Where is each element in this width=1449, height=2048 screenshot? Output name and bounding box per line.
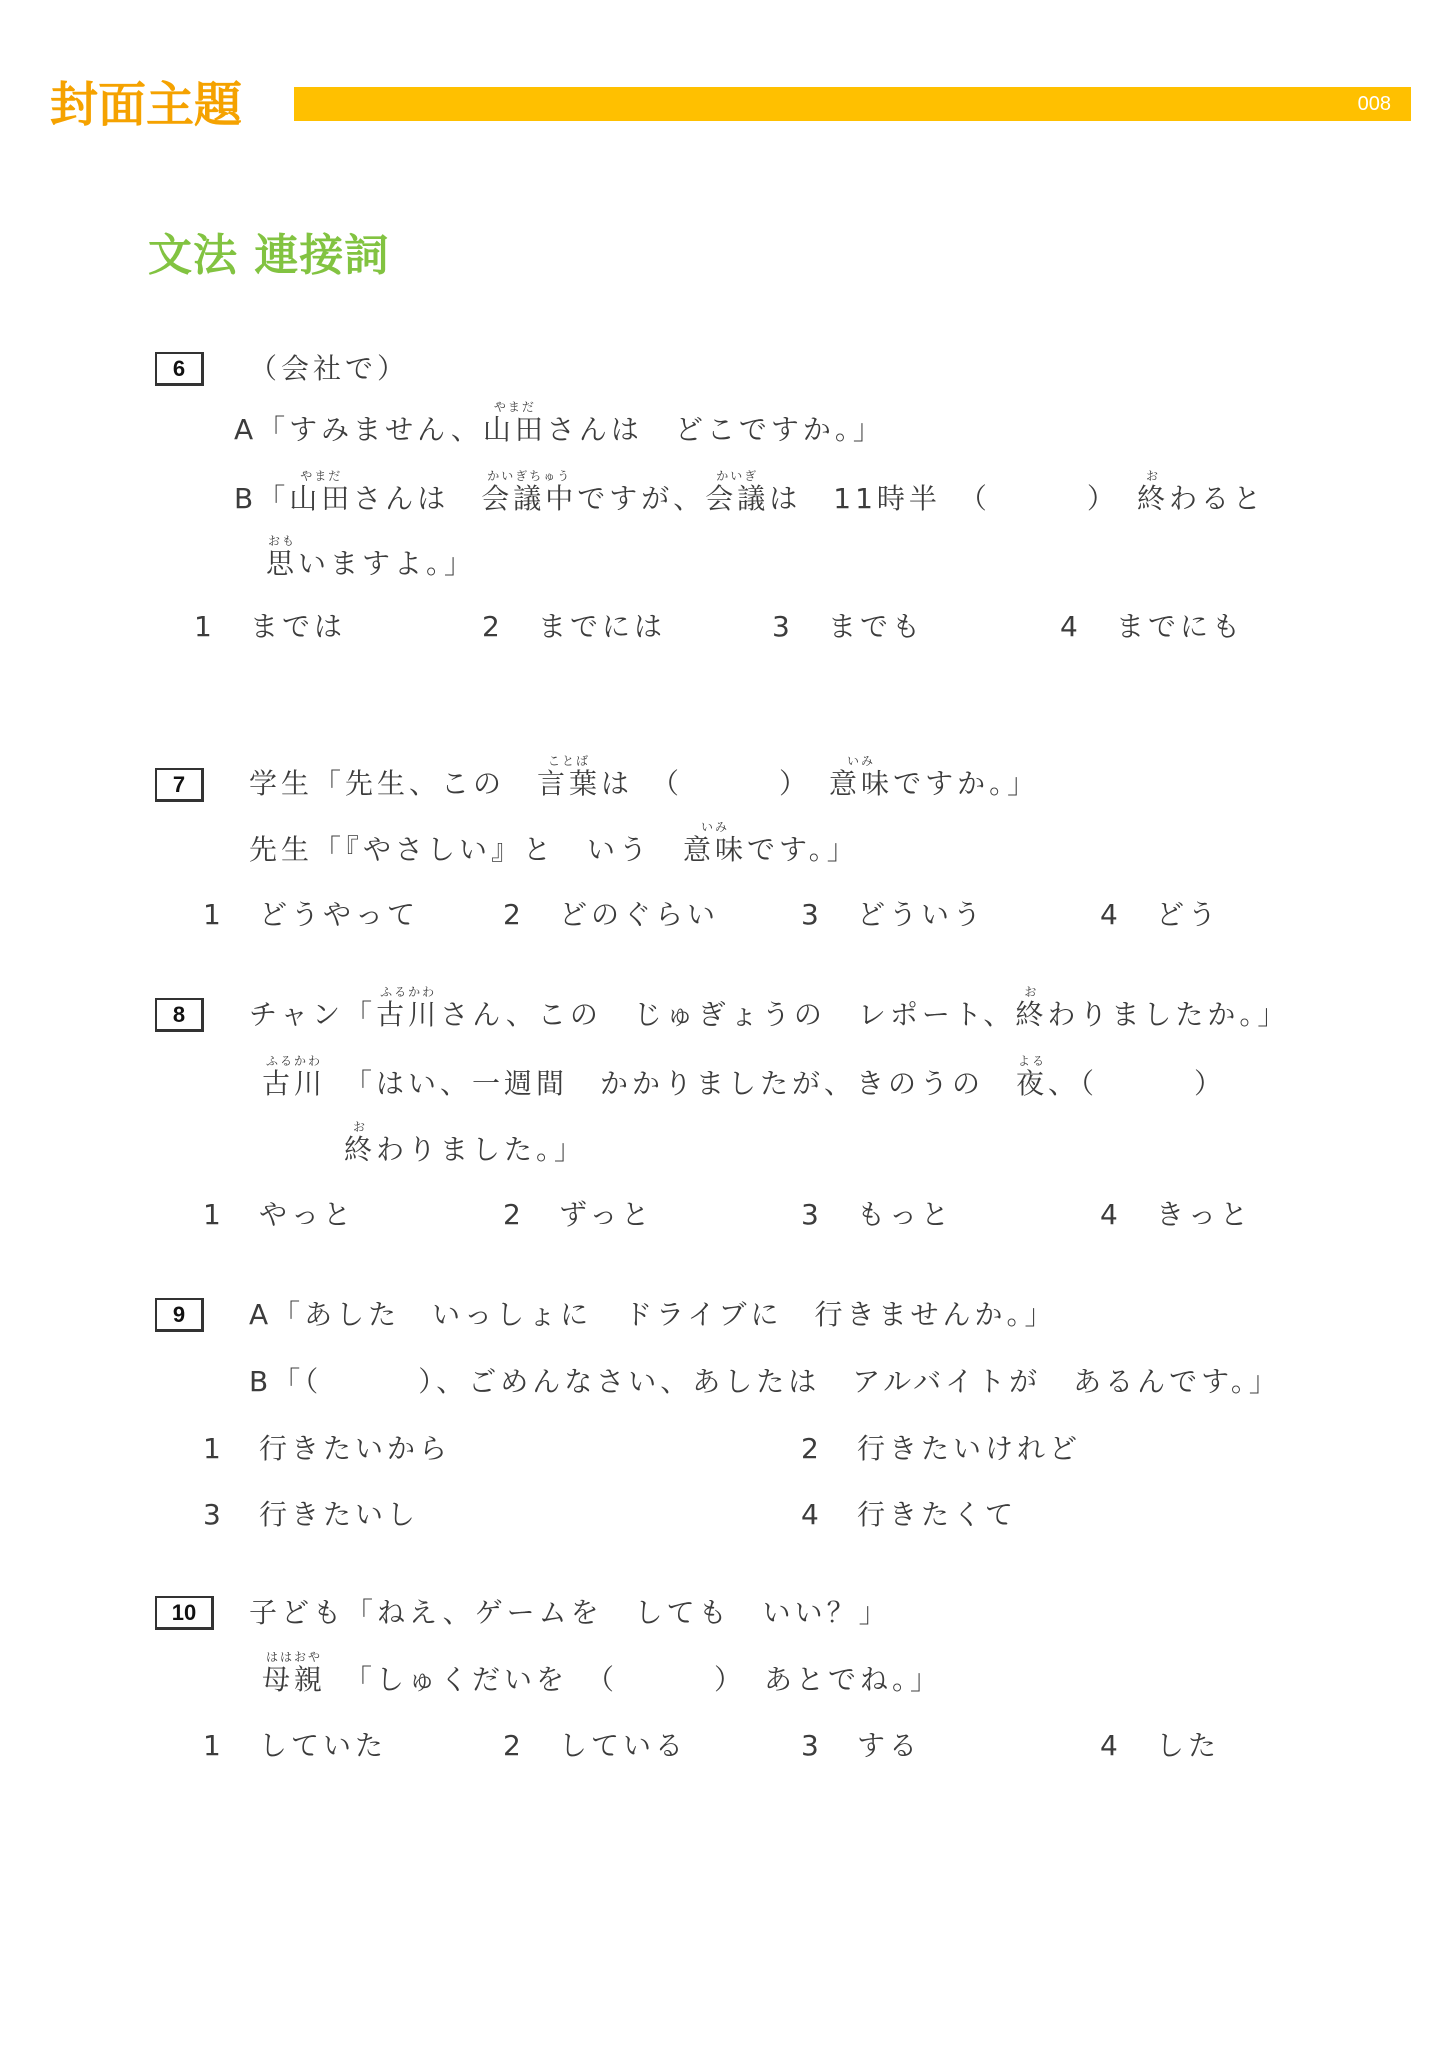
line-text: わりました。」: [376, 1133, 587, 1166]
dialogue-line: [344, 1120, 587, 1166]
option-text: 行きたいから: [259, 1432, 452, 1465]
ruby-base: 古川: [376, 998, 441, 1031]
furigana: ことば: [548, 754, 591, 768]
answer-option: [203, 1199, 355, 1231]
section-title: 文法 連接詞: [148, 230, 390, 281]
ruby-base: 意味: [683, 833, 748, 866]
option-text: までには: [538, 610, 667, 643]
ruby-base: 夜: [1016, 1067, 1049, 1100]
ruby-word: [262, 1054, 327, 1100]
option-number: 3: [203, 1498, 221, 1531]
option-number: 3: [801, 898, 819, 931]
dialogue-line: [262, 1054, 1227, 1100]
dialogue-line: [249, 754, 1040, 800]
line-text: （会社で）: [249, 352, 410, 385]
dialogue-line: [249, 820, 859, 866]
option-number: 2: [503, 1729, 521, 1762]
line-text: ですが、: [577, 482, 706, 515]
page-number: 008: [1357, 93, 1391, 115]
ruby-word: [344, 1120, 377, 1166]
furigana: いみ: [701, 820, 730, 834]
dialogue-line: [262, 1650, 943, 1696]
dialogue-line: [234, 469, 1265, 515]
ruby-word: [705, 469, 770, 515]
furigana: お: [1024, 985, 1039, 999]
ruby-word: [537, 754, 602, 800]
dialogue-line: [266, 534, 477, 580]
ruby-word: [683, 820, 748, 866]
furigana: ふるかわ: [266, 1054, 323, 1068]
option-text: どういう: [857, 898, 986, 931]
option-number: 4: [1100, 1729, 1118, 1762]
line-text: B「: [234, 482, 290, 515]
line-text: 、（ ）: [1048, 1067, 1227, 1100]
option-text: している: [559, 1729, 688, 1762]
ruby-word: [1136, 469, 1169, 515]
option-text: していた: [259, 1729, 388, 1762]
question-number-box: 6: [155, 352, 204, 386]
dialogue-line: [249, 1366, 1281, 1398]
option-number: 4: [801, 1498, 819, 1531]
ruby-word: [481, 469, 578, 515]
line-text: いますよ。」: [298, 547, 477, 580]
line-text: チャン「: [249, 998, 377, 1031]
question-number-box: 10: [155, 1596, 214, 1630]
option-number: 1: [194, 610, 212, 643]
ruby-base: 終: [1136, 482, 1169, 515]
answer-option: [801, 899, 985, 931]
ruby-base: 会議中: [481, 482, 578, 515]
line-text: 「はい、一週間 かかりましたが、きのうの: [326, 1067, 1017, 1100]
option-text: どのぐらい: [559, 898, 720, 931]
answer-option: [203, 1499, 419, 1531]
ruby-word: [289, 469, 354, 515]
line-text: さんは どこですか。」: [546, 413, 885, 446]
option-number: 3: [801, 1198, 819, 1231]
furigana: ははおや: [266, 1650, 323, 1664]
ruby-base: 意味: [829, 767, 894, 800]
line-text: は （ ）: [601, 767, 830, 800]
line-text: 先生「『やさしい』と いう: [249, 833, 684, 866]
line-text: さんは: [353, 482, 482, 515]
option-text: 行きたくて: [857, 1498, 1018, 1531]
ruby-base: 母親: [262, 1663, 327, 1696]
ruby-base: 終: [344, 1133, 377, 1166]
ruby-word: [266, 534, 299, 580]
question-context: [249, 353, 409, 385]
question-number-box: 9: [155, 1298, 204, 1332]
answer-option: [203, 1433, 451, 1465]
answer-option: [203, 899, 419, 931]
answer-option: [482, 611, 666, 643]
ruby-word: [1015, 985, 1048, 1031]
furigana: やまだ: [300, 469, 343, 483]
answer-option: [194, 611, 346, 643]
line-text: さん、この じゅぎょうの レポート、: [440, 998, 1016, 1031]
ruby-base: 終: [1015, 998, 1048, 1031]
line-text: 学生「先生、この: [249, 767, 538, 800]
answer-option: [1100, 899, 1220, 931]
question-number-box: 7: [155, 768, 204, 802]
furigana: やまだ: [493, 400, 536, 414]
answer-option: [801, 1433, 1081, 1465]
line-text: わりましたか。」: [1047, 998, 1290, 1031]
option-number: 1: [203, 1729, 221, 1762]
option-text: までは: [250, 610, 347, 643]
option-number: 3: [772, 610, 790, 643]
option-number: 2: [482, 610, 500, 643]
answer-option: [801, 1499, 1017, 1531]
option-number: 4: [1100, 1198, 1118, 1231]
option-number: 1: [203, 898, 221, 931]
line-text: です。」: [747, 833, 859, 866]
option-text: 行きたいけれど: [857, 1432, 1082, 1465]
line-text: 子ども「ねえ、ゲームを しても いい？」: [249, 1596, 891, 1629]
option-text: やっと: [259, 1198, 356, 1231]
option-number: 1: [203, 1198, 221, 1231]
dialogue-line: [249, 1597, 891, 1629]
line-text: A「すみません、: [234, 413, 483, 446]
option-text: までにも: [1116, 610, 1245, 643]
furigana: おも: [268, 534, 297, 548]
furigana: かいぎちゅう: [487, 469, 572, 483]
line-text: は 11時半 （ ）: [769, 482, 1137, 515]
question-number-box: 8: [155, 998, 204, 1032]
ruby-word: [262, 1650, 327, 1696]
line-text: わると: [1168, 482, 1265, 515]
option-number: 4: [1060, 610, 1078, 643]
ruby-word: [376, 985, 441, 1031]
option-text: 行きたいし: [259, 1498, 420, 1531]
option-text: どうやって: [259, 898, 420, 931]
option-text: どう: [1156, 898, 1221, 931]
answer-option: [1100, 1199, 1252, 1231]
dialogue-line: [249, 1299, 1056, 1331]
ruby-base: 会議: [705, 482, 770, 515]
option-text: までも: [828, 610, 925, 643]
option-text: もっと: [857, 1198, 954, 1231]
line-text: A「あした いっしょに ドライブに 行きませんか。」: [249, 1298, 1057, 1331]
line-text: ですか。」: [893, 767, 1040, 800]
option-text: した: [1156, 1729, 1221, 1762]
option-number: 1: [203, 1432, 221, 1465]
answer-option: [801, 1199, 953, 1231]
answer-option: [772, 611, 924, 643]
line-text: 「しゅくだいを （ ） あとでね。」: [326, 1663, 943, 1696]
option-text: する: [857, 1729, 922, 1762]
answer-option: [801, 1730, 921, 1762]
ruby-base: 山田: [482, 413, 547, 446]
answer-option: [203, 1730, 387, 1762]
ruby-word: [482, 400, 547, 446]
option-number: 2: [503, 1198, 521, 1231]
answer-option: [503, 1730, 687, 1762]
ruby-base: 古川: [262, 1067, 327, 1100]
option-number: 4: [1100, 898, 1118, 931]
furigana: いみ: [847, 754, 876, 768]
furigana: かいぎ: [716, 469, 759, 483]
ruby-word: [1016, 1054, 1049, 1100]
answer-option: [1100, 1730, 1220, 1762]
option-number: 2: [503, 898, 521, 931]
furigana: お: [1145, 469, 1160, 483]
furigana: お: [353, 1120, 368, 1134]
answer-option: [1060, 611, 1244, 643]
option-number: 2: [801, 1432, 819, 1465]
ruby-base: 思: [266, 547, 299, 580]
ruby-base: 山田: [289, 482, 354, 515]
ruby-word: [829, 754, 894, 800]
header-title: 封面主題: [50, 77, 243, 133]
furigana: ふるかわ: [380, 985, 437, 999]
furigana: よる: [1018, 1054, 1047, 1068]
dialogue-line: [234, 400, 885, 446]
header-bar: [294, 87, 1411, 121]
option-text: ずっと: [559, 1198, 654, 1231]
answer-option: [503, 1199, 653, 1231]
option-text: きっと: [1156, 1198, 1253, 1231]
answer-option: [503, 899, 719, 931]
line-text: B「（ ）、ごめんなさい、あしたは アルバイトが あるんです。」: [249, 1365, 1281, 1398]
option-number: 3: [801, 1729, 819, 1762]
dialogue-line: [249, 985, 1290, 1031]
ruby-base: 言葉: [537, 767, 602, 800]
